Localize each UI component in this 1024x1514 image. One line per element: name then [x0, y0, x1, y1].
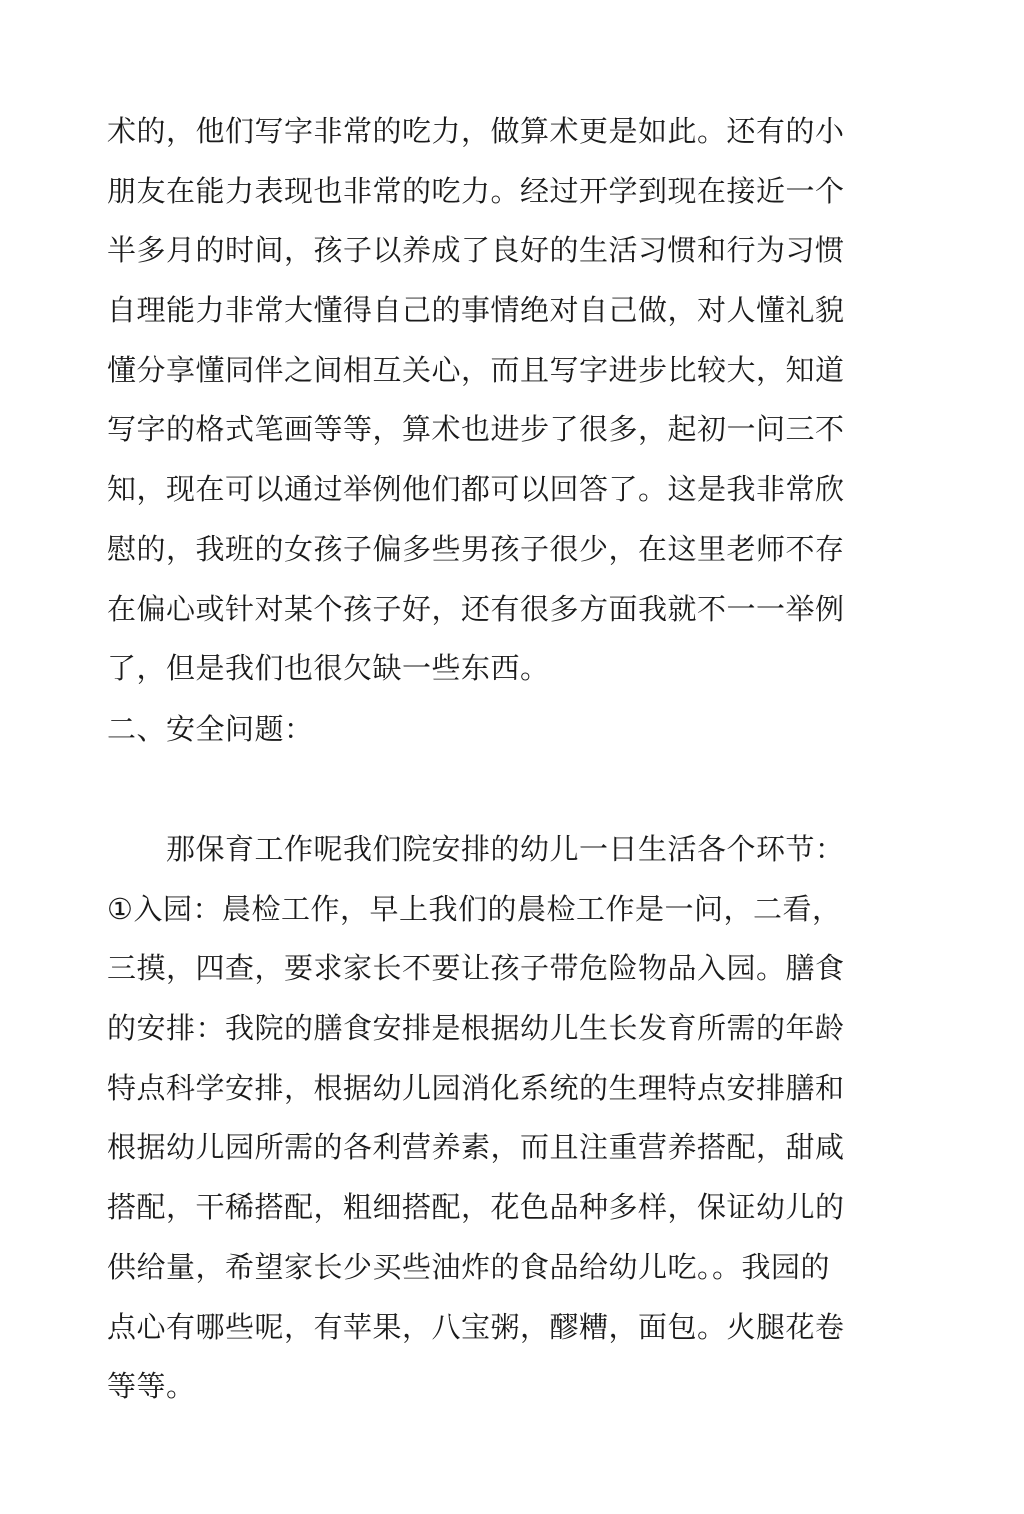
paragraph-2-line: 等等。 [107, 1369, 196, 1404]
paragraph-1 [107, 102, 857, 699]
paragraph-2-line: ①入园：晨检工作，早上我们的晨检工作是一问，二看， [107, 891, 842, 926]
paragraph-1-line: 在偏心或针对某个孩子好，还有很多方面我就不一一举例 [107, 591, 845, 626]
paragraph-2-line: 搭配，干稀搭配，粗细搭配，花色品种多样，保证幼儿的 [107, 1190, 845, 1225]
paragraph-2-line: 供给量，希望家长少买些油炸的食品给幼儿吃。。我园的 [107, 1249, 831, 1284]
paragraph-1-line: 慰的，我班的女孩子偏多些男孩子很少，在这里老师不存 [107, 531, 845, 566]
paragraph-2-line: 点心有哪些呢，有苹果，八宝粥，醪糟，面包。火腿花卷 [107, 1309, 845, 1344]
paragraph-2-line: 的安排：我院的膳食安排是根据幼儿生长发育所需的年龄 [107, 1011, 845, 1046]
paragraph-2 [107, 820, 857, 1417]
section-heading-safety: 二、安全问题： [107, 712, 314, 746]
paragraph-2-line: 根据幼儿园所需的各利营养素，而且注重营养搭配，甜咸 [107, 1130, 845, 1165]
paragraph-2-line: 三摸，四查，要求家长不要让孩子带危险物品入园。膳食 [107, 951, 845, 986]
paragraph-1-line: 了，但是我们也很欠缺一些东西。 [107, 651, 550, 686]
paragraph-2-line: 那保育工作呢我们院安排的幼儿一日生活各个环节： [107, 832, 845, 866]
paragraph-1-line: 懂分享懂同伴之间相互关心，而且写字进步比较大，知道 [107, 352, 845, 387]
paragraph-1-line: 知，现在可以通过举例他们都可以回答了。这是我非常欣 [107, 472, 845, 507]
paragraph-1-line: 朋友在能力表现也非常的吃力。经过开学到现在接近一个 [107, 173, 845, 208]
paragraph-2-line: 特点科学安排，根据幼儿园消化系统的生理特点安排膳和 [107, 1070, 845, 1105]
paragraph-1-line: 自理能力非常大懂得自己的事情绝对自己做，对人懂礼貌 [107, 293, 845, 328]
paragraph-1-line: 术的，他们写字非常的吃力，做算术更是如此。还有的小 [107, 114, 845, 148]
paragraph-1-line: 半多月的时间，孩子以养成了良好的生活习惯和行为习惯 [107, 233, 845, 268]
paragraph-1-line: 写字的格式笔画等等，算术也进步了很多，起初一问三不 [107, 412, 845, 447]
